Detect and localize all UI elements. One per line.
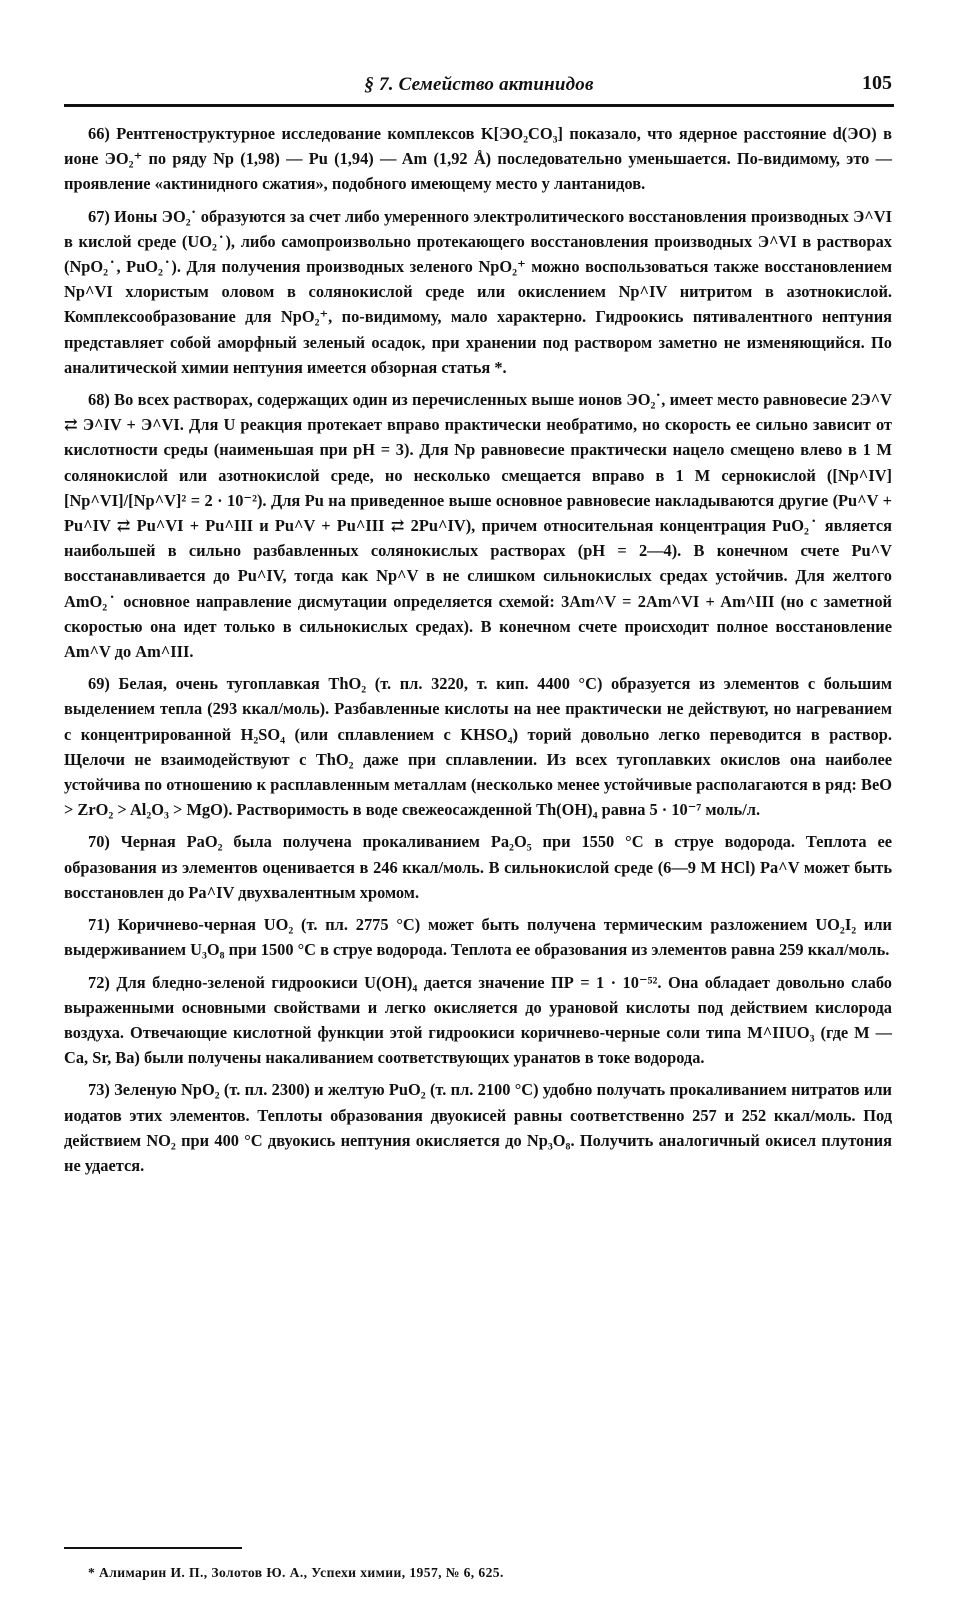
paragraph-73 <box>64 1077 892 1178</box>
page-number: 105 <box>862 72 892 94</box>
paragraph-text: Ионы ЭО₂˙ образуются за счет либо умеренного электролитического восстановления производных Э^VI в кислой среде (UO₂˙), либо самопроизвольно протекающего восстановления производных Э^VI в растворах (NpO₂˙, PuO₂˙). Для получения производных зеленого NpO₂⁺ можно воспользоваться также восстановлением Np^VI хлористым оловом в солянокислой среде или окислением Np^IV нитритом в азотнокислой. Комплексообразование для NpO₂⁺, по-видимому, мало характерно. Гидроокись пятивалентного нептуния представляет собой аморфный зеленый осадок, при хранении под раствором заметно не изменяющийся. По аналитической химии нептуния имеется обзорная статья *. <box>64 206 892 377</box>
paragraph-text: Зеленую NpO₂ (т. пл. 2300) и желтую PuO₂ (т. пл. 2100 °С) удобно получать прокаливанием нитратов или иодатов этих элементов. Теплоты образования двуокисей равны соответственно 257 и 252 ккал/моль. Под действием NO₂ при 400 °С двуокись нептуния окисляется до Np₃O₈. Получить аналогичный окисел плутония не удается. <box>64 1080 892 1175</box>
paragraph-71 <box>64 912 892 962</box>
running-title: § 7. Семейство актинидов <box>364 74 594 95</box>
paragraph-text: Черная PaO₂ была получена прокаливанием Pa₂O₅ при 1550 °С в струе водорода. Теплота ее образования из элементов оценивается в 246 ккал/моль. В сильнокислой среде (6—9 M HCl) Pa^V может быть восстановлен до Pa^IV двухвалентным хромом. <box>64 832 892 902</box>
page-header <box>64 70 894 107</box>
paragraph-number: 70) <box>88 832 110 852</box>
paragraph-number: 72) <box>88 972 110 992</box>
paragraph-number: 71) <box>88 915 110 935</box>
paragraph-text: Рентгеноструктурное исследование комплексов K[ЭО₂СО₃] показало, что ядерное расстояние d(ЭО) в ионе ЭО₂⁺ по ряду Np (1,98) — Pu (1,94) — Am (1,92 Å) последовательно уменьшается. По-видимому, это — проявление «актинидного сжатия», подобного имеющему место у лантанидов. <box>64 124 892 194</box>
paragraph-text: Для бледно-зеленой гидроокиси U(OH)₄ дается значение ПР = 1 · 10⁻⁵². Она обладает довольно слабо выраженными основными свойствами и легко окисляется до урановой кислоты под действием кислорода воздуха. Отвечающие кислотной функции этой гидроокиси коричнево-черные соли типа M^IIUO₃ (где M — Ca, Sr, Ba) были получены накаливанием соответствующих уранатов в токе водорода. <box>64 972 892 1068</box>
paragraph-67 <box>64 204 892 380</box>
footnote: * Алимарин И. П., Золотов Ю. А., Успехи химии, 1957, № 6, 625. <box>88 1565 504 1580</box>
paragraph-69 <box>64 671 892 822</box>
paragraph-text: Коричнево-черная UO₂ (т. пл. 2775 °С) может быть получена термическим разложением UO₂I₂ или выдерживанием U₃O₈ при 1500 °С в струе водорода. Теплота ее образования из элементов равна 259 ккал/моль. <box>64 915 892 960</box>
paragraph-number: 68) <box>88 390 110 410</box>
paragraph-number: 66) <box>88 124 110 143</box>
body-text <box>64 121 892 1185</box>
paragraph-68 <box>64 387 892 664</box>
paragraph-72 <box>64 970 892 1071</box>
footnote-divider <box>64 1547 242 1549</box>
paragraph-number: 73) <box>88 1080 110 1100</box>
paragraph-text: Во всех растворах, содержащих один из перечисленных выше ионов ЭО₂˙, имеет место равновесие 2Э^V ⇄ Э^IV + Э^VI. Для U реакция протекает вправо практически необратимо, но скорость ее сильно зависит от кислотности среды (наименьшая при pH = 3). Для Np равновесие практически нацело смещено влево в 1 M солянокислой или азотнокислой среде, но несколько смещается вправо в 1 M сернокислой ([Np^IV][Np^VI]/[Np^V]² = 2 · 10⁻²). Для Pu на приведенное выше основное равновесие накладываются другие (Pu^V + Pu^IV ⇄ Pu^VI + Pu^III и Pu^V + Pu^III ⇄ 2Pu^IV), причем относительная концентрация PuO₂˙ является наибольшей в сильно разбавленных солянокислых растворах (pH = 2—4). В конечном счете Pu^V восстанавливается до Pu^IV, тогда как Np^V в не слишком сильнокислых средах устойчив. Для желтого AmO₂˙ основное направление дисмутации определяется схемой: 3Am^V = 2Am^VI + Am^III (но с заметной скоростью она идет только в сильнокислых средах). В конечном счете происходит полное восстановление Am^V до Am^III. <box>64 390 892 662</box>
paragraph-66 <box>64 121 892 197</box>
paragraph-number: 67) <box>88 206 110 226</box>
paragraph-70 <box>64 829 892 905</box>
paragraph-text: Белая, очень тугоплавкая ThO₂ (т. пл. 3220, т. кип. 4400 °С) образуется из элементов с большим выделением тепла (293 ккал/моль). Разбавленные кислоты на нее практически не действуют, но нагреванием с концентрированной H₂SO₄ (или сплавлением с KHSO₄) торий довольно легко переводится в раствор. Щелочи не взаимодействуют с ThO₂ даже при сплавлении. Из всех тугоплавких окислов она наиболее устойчива по отношению к расплавленным металлам (несколько менее устойчивые располагаются в ряд: BeO > ZrO₂ > Al₂O₃ > MgO). Растворимость в воде свежеосажденной Th(OH)₄ равна 5 · 10⁻⁷ моль/л. <box>64 674 892 820</box>
paragraph-number: 69) <box>88 674 110 694</box>
